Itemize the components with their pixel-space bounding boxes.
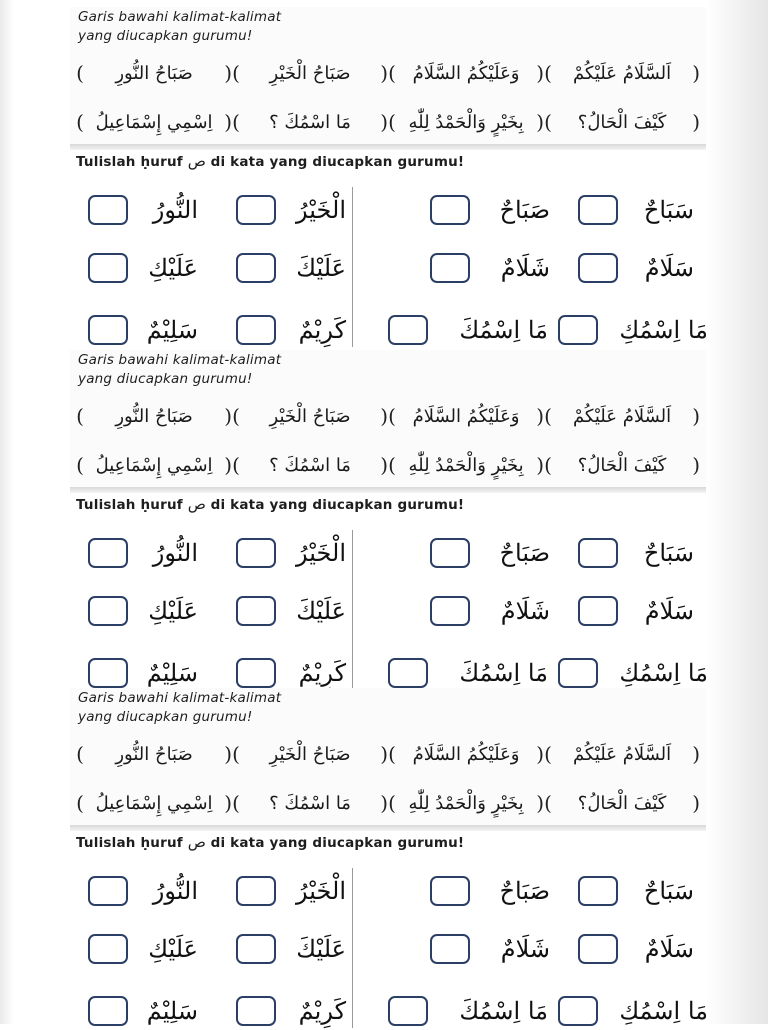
answer-box[interactable]: [236, 658, 276, 688]
letter-sad: ص: [187, 152, 206, 170]
page-shadow-left: [0, 0, 14, 1024]
answer-box[interactable]: [388, 996, 428, 1026]
phrase[interactable]: صَبَاحُ الْخَيْرِ: [269, 62, 351, 84]
word-cell: النُّورُ: [88, 534, 198, 572]
answer-box[interactable]: [558, 315, 598, 345]
word-grid: [70, 177, 706, 349]
phrase[interactable]: وَعَلَيْكُمُ السَّلَامُ: [412, 405, 520, 427]
word-cell: عَلَيْكَ: [236, 249, 346, 287]
phrase[interactable]: صَبَاحُ النُّورِ: [115, 405, 193, 427]
word-cell: شَلَامٌ: [430, 930, 550, 968]
answer-box[interactable]: [236, 996, 276, 1026]
phrase[interactable]: مَا اسْمُكَ ؟: [269, 111, 351, 133]
instruction-line-1: Garis bawahi kalimat-kalimat: [78, 9, 282, 25]
word-cell: سَلِيْمٌ: [88, 992, 198, 1030]
phrase[interactable]: صَبَاحُ النُّورِ: [115, 743, 193, 765]
phrase[interactable]: مَا اسْمُكَ ؟: [269, 454, 351, 476]
answer-box[interactable]: [88, 596, 128, 626]
phrase[interactable]: وَعَلَيْكُمُ السَّلَامُ: [412, 743, 520, 765]
grid-divider: [352, 868, 353, 1028]
answer-box[interactable]: [430, 253, 470, 283]
word-cell: الْخَيْرُ: [236, 191, 346, 229]
worksheet-copy-1: [70, 7, 706, 349]
answer-box[interactable]: [558, 658, 598, 688]
answer-box[interactable]: [388, 315, 428, 345]
worksheet-copy-2: [70, 350, 706, 692]
answer-box[interactable]: [236, 876, 276, 906]
phrase-row-2: ( كَيْفَ الْحَالُ؟ ) ( بِخَيْرٍ وَالْحَمْدُ لِلّٰهِ ) ( مَا اسْمُكَ ؟ ) ( اِسْمِي إِسْمَاعِيلُ ): [76, 791, 700, 815]
word-cell: مَا اِسْمُكَ: [388, 992, 548, 1030]
word-cell: شَلَامٌ: [430, 592, 550, 630]
section-divider: [70, 825, 706, 831]
phrase-row-1: ( اَلسَّلَامُ عَلَيْكُمْ ) ( وَعَلَيْكُمُ السَّلَامُ ) ( صَبَاحُ الْخَيْرِ ) ( صَبَاحُ النُّورِ ): [76, 742, 700, 766]
phrase[interactable]: كَيْفَ الْحَالُ؟: [577, 454, 667, 476]
phrase[interactable]: كَيْفَ الْحَالُ؟: [577, 792, 667, 814]
instruction-line-1: Garis bawahi kalimat-kalimat: [78, 352, 282, 368]
instruction-line-2: yang diucapkan gurumu!: [78, 28, 253, 44]
phrase[interactable]: اَلسَّلَامُ عَلَيْكُمْ: [572, 62, 672, 84]
phrase[interactable]: وَعَلَيْكُمُ السَّلَامُ: [412, 62, 520, 84]
phrase[interactable]: بِخَيْرٍ وَالْحَمْدُ لِلّٰهِ: [408, 792, 524, 814]
phrase[interactable]: اِسْمِي إِسْمَاعِيلُ: [95, 454, 213, 476]
phrase-row-2: ( كَيْفَ الْحَالُ؟ ) ( بِخَيْرٍ وَالْحَمْدُ لِلّٰهِ ) ( مَا اسْمُكَ ؟ ) ( اِسْمِي إِسْمَاعِيلُ ): [76, 110, 700, 134]
answer-box[interactable]: [88, 876, 128, 906]
answer-box[interactable]: [578, 934, 618, 964]
letter-sad: ص: [187, 495, 206, 513]
word-cell: عَلَيْكِ: [88, 249, 198, 287]
answer-box[interactable]: [430, 596, 470, 626]
phrase[interactable]: صَبَاحُ النُّورِ: [115, 62, 193, 84]
word-cell: عَلَيْكِ: [88, 592, 198, 630]
phrase[interactable]: اَلسَّلَامُ عَلَيْكُمْ: [572, 405, 672, 427]
answer-box[interactable]: [388, 658, 428, 688]
page-shadow-right: [706, 0, 768, 1024]
instruction-line-2: yang diucapkan gurumu!: [78, 371, 253, 387]
answer-box[interactable]: [88, 315, 128, 345]
word-cell: صَبَاحٌ: [430, 534, 550, 572]
grid-divider: [352, 187, 353, 347]
instruction-letter-line: Tulislah ḥuruf ص di kata yang diucapkan gurumu!: [76, 152, 465, 170]
answer-box[interactable]: [558, 996, 598, 1026]
section-divider: [70, 144, 706, 150]
word-cell: سَلَامٌ: [578, 592, 694, 630]
phrase[interactable]: صَبَاحُ الْخَيْرِ: [269, 743, 351, 765]
word-cell: سَبَاحٌ: [578, 872, 694, 910]
word-grid: [70, 858, 706, 1030]
word-cell: سَلَامٌ: [578, 249, 694, 287]
section-divider: [70, 487, 706, 493]
answer-box[interactable]: [430, 195, 470, 225]
answer-box[interactable]: [88, 996, 128, 1026]
phrase[interactable]: اِسْمِي إِسْمَاعِيلُ: [95, 111, 213, 133]
answer-box[interactable]: [236, 538, 276, 568]
grid-divider: [352, 530, 353, 690]
word-grid: [70, 520, 706, 692]
word-cell: صَبَاحٌ: [430, 191, 550, 229]
answer-box[interactable]: [430, 538, 470, 568]
word-cell: مَا اِسْمُكِ: [558, 992, 708, 1030]
word-cell: النُّورُ: [88, 872, 198, 910]
phrase[interactable]: بِخَيْرٍ وَالْحَمْدُ لِلّٰهِ: [408, 111, 524, 133]
word-cell: كَرِيْمٌ: [236, 654, 346, 692]
answer-box[interactable]: [236, 315, 276, 345]
instruction-letter-line: Tulislah ḥuruf ص di kata yang diucapkan gurumu!: [76, 833, 465, 851]
phrase-row-2: ( كَيْفَ الْحَالُ؟ ) ( بِخَيْرٍ وَالْحَمْدُ لِلّٰهِ ) ( مَا اسْمُكَ ؟ ) ( اِسْمِي إِسْمَاعِيلُ ): [76, 453, 700, 477]
phrase[interactable]: كَيْفَ الْحَالُ؟: [577, 111, 667, 133]
answer-box[interactable]: [88, 658, 128, 688]
word-cell: كَرِيْمٌ: [236, 992, 346, 1030]
letter-sad: ص: [187, 833, 206, 851]
instruction-line-2: yang diucapkan gurumu!: [78, 709, 253, 725]
word-cell: شَلَامٌ: [430, 249, 550, 287]
answer-box[interactable]: [236, 596, 276, 626]
phrase[interactable]: اَلسَّلَامُ عَلَيْكُمْ: [572, 743, 672, 765]
word-cell: عَلَيْكِ: [88, 930, 198, 968]
phrase[interactable]: مَا اسْمُكَ ؟: [269, 792, 351, 814]
answer-box[interactable]: [88, 538, 128, 568]
phrase[interactable]: اِسْمِي إِسْمَاعِيلُ: [95, 792, 213, 814]
word-cell: سَلِيْمٌ: [88, 311, 198, 349]
word-cell: مَا اِسْمُكِ: [558, 654, 708, 692]
word-cell: النُّورُ: [88, 191, 198, 229]
word-cell: سَلِيْمٌ: [88, 654, 198, 692]
word-cell: مَا اِسْمُكَ: [388, 654, 548, 692]
word-cell: مَا اِسْمُكِ: [558, 311, 708, 349]
answer-box[interactable]: [430, 876, 470, 906]
answer-box[interactable]: [578, 195, 618, 225]
answer-box[interactable]: [88, 253, 128, 283]
answer-box[interactable]: [236, 195, 276, 225]
word-cell: سَبَاحٌ: [578, 191, 694, 229]
phrase-row-1: ( اَلسَّلَامُ عَلَيْكُمْ ) ( وَعَلَيْكُمُ السَّلَامُ ) ( صَبَاحُ الْخَيْرِ ) ( صَبَاحُ النُّورِ ): [76, 61, 700, 85]
word-cell: كَرِيْمٌ: [236, 311, 346, 349]
answer-box[interactable]: [88, 195, 128, 225]
answer-box[interactable]: [430, 934, 470, 964]
instruction-line-1: Garis bawahi kalimat-kalimat: [78, 690, 282, 706]
word-cell: سَلَامٌ: [578, 930, 694, 968]
instruction-letter-line: Tulislah ḥuruf ص di kata yang diucapkan gurumu!: [76, 495, 465, 513]
word-cell: الْخَيْرُ: [236, 534, 346, 572]
word-cell: سَبَاحٌ: [578, 534, 694, 572]
word-cell: الْخَيْرُ: [236, 872, 346, 910]
answer-box[interactable]: [578, 253, 618, 283]
worksheet-copy-3: [70, 688, 706, 1030]
word-cell: عَلَيْكَ: [236, 592, 346, 630]
phrase[interactable]: بِخَيْرٍ وَالْحَمْدُ لِلّٰهِ: [408, 454, 524, 476]
word-cell: صَبَاحٌ: [430, 872, 550, 910]
answer-box[interactable]: [236, 253, 276, 283]
phrase-row-1: ( اَلسَّلَامُ عَلَيْكُمْ ) ( وَعَلَيْكُمُ السَّلَامُ ) ( صَبَاحُ الْخَيْرِ ) ( صَبَاحُ النُّورِ ): [76, 404, 700, 428]
phrase[interactable]: صَبَاحُ الْخَيْرِ: [269, 405, 351, 427]
answer-box[interactable]: [578, 876, 618, 906]
word-cell: عَلَيْكَ: [236, 930, 346, 968]
word-cell: مَا اِسْمُكَ: [388, 311, 548, 349]
answer-box[interactable]: [236, 934, 276, 964]
answer-box[interactable]: [88, 934, 128, 964]
answer-box[interactable]: [578, 596, 618, 626]
answer-box[interactable]: [578, 538, 618, 568]
